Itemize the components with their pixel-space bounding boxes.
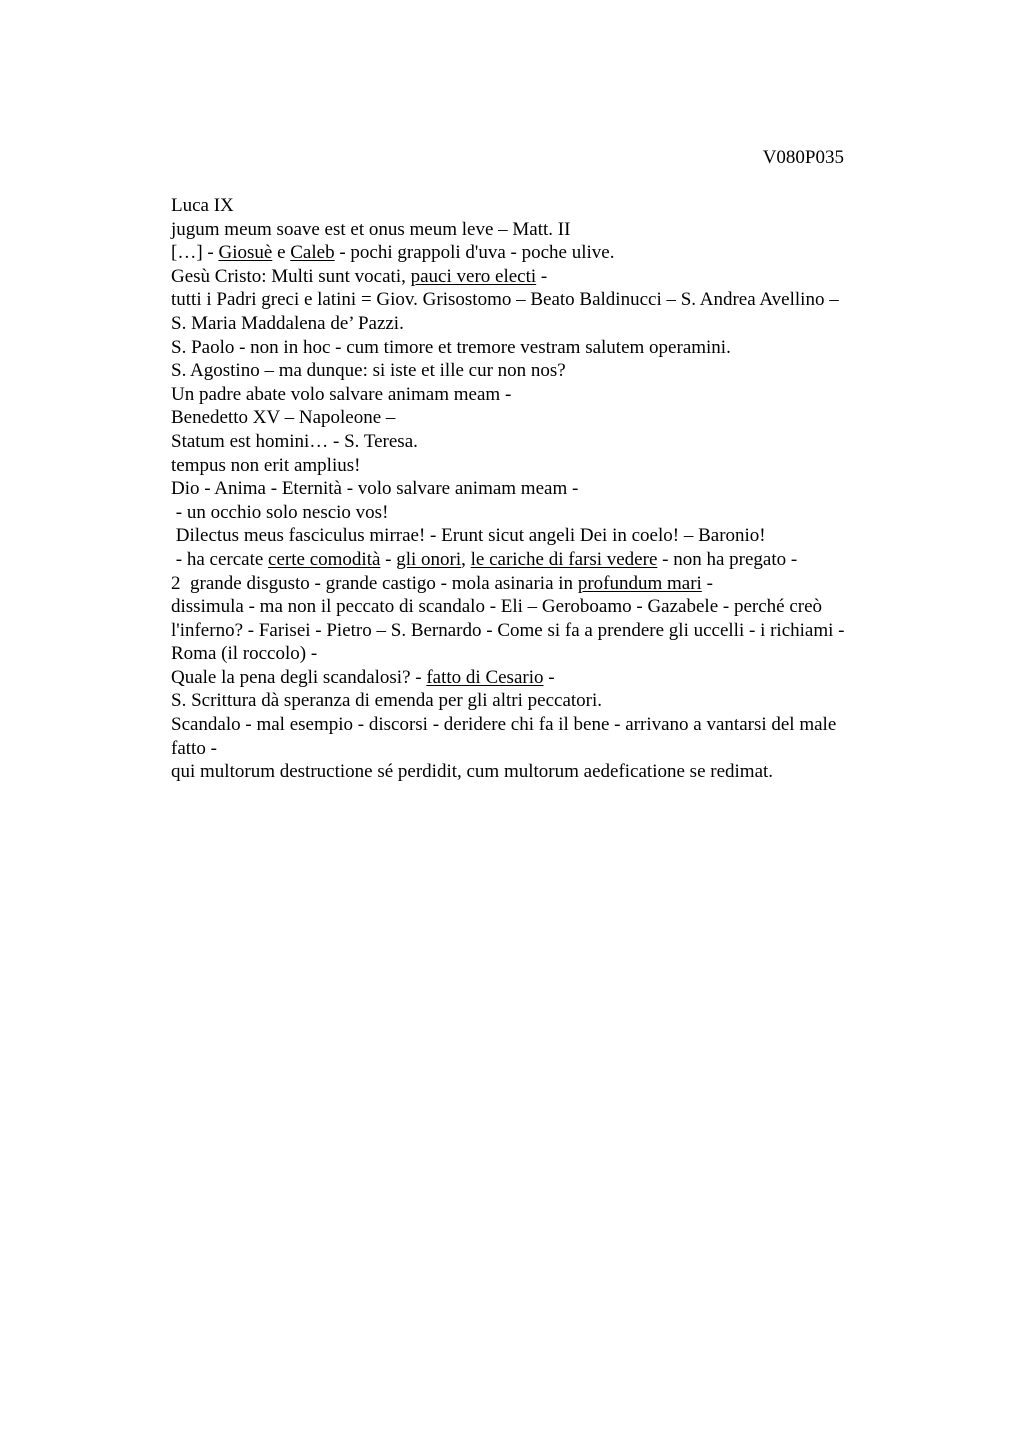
- text-line: [171, 619, 911, 643]
- text-line: [171, 359, 911, 383]
- text-segment: Luca IX: [171, 195, 234, 216]
- text-line: [171, 454, 911, 478]
- page-code: V080P035: [762, 147, 844, 168]
- text-line: [171, 713, 911, 737]
- text-segment: -: [543, 666, 555, 688]
- text-segment: Dilectus meus fasciculus mirrae! - Erunt sicut angeli Dei in coelo! – Baronio!: [171, 525, 766, 547]
- text-segment: Dio - Anima - Eternità - volo salvare animam meam -: [171, 478, 579, 500]
- text-segment: -: [701, 572, 713, 594]
- text-line: [171, 501, 911, 525]
- text-segment: S. Scrittura dà speranza di emenda per gli altri peccatori.: [171, 690, 603, 712]
- text-segment: - un occhio solo nescio vos!: [171, 501, 389, 523]
- text-line: [171, 194, 911, 218]
- text-segment: dissimula - ma non il peccato di scandalo - Eli – Geroboamo - Gazabele - perché creò: [171, 596, 823, 618]
- text-segment: tempus non erit amplius!: [171, 454, 361, 476]
- text-line: [171, 572, 911, 596]
- text-segment: Gesù Cristo: Multi sunt vocati,: [171, 265, 411, 287]
- text-line: [171, 218, 911, 242]
- text-segment: S. Maria Maddalena de’ Pazzi.: [171, 312, 404, 334]
- underlined-text: Giosuè: [218, 242, 273, 264]
- document-body: [171, 194, 911, 784]
- text-segment: - pochi grappoli d'uva - poche ulive.: [334, 242, 615, 264]
- text-line: [171, 383, 911, 407]
- text-segment: fatto -: [171, 737, 217, 759]
- underlined-text: fatto di Cesario: [426, 666, 544, 688]
- text-line: [171, 406, 911, 430]
- text-line: [171, 265, 911, 289]
- text-segment: - non ha pregato -: [657, 548, 798, 570]
- underlined-text: pauci vero electi: [410, 265, 537, 287]
- text-segment: Quale la pena degli scandalosi? -: [171, 666, 427, 688]
- text-segment: Benedetto XV – Napoleone –: [171, 407, 396, 429]
- text-segment: tutti i Padri greci e latini = Giov. Grisostomo – Beato Baldinucci – S. Andrea Avellino –: [171, 289, 839, 311]
- underlined-text: Caleb: [290, 242, 335, 264]
- text-line: [171, 430, 911, 454]
- text-segment: S. Paolo - non in hoc - cum timore et tremore vestram salutem operamini.: [171, 336, 731, 358]
- text-line: [171, 689, 911, 713]
- text-line: [171, 477, 911, 501]
- underlined-text: profundum mari: [577, 572, 702, 594]
- text-line: [171, 288, 911, 312]
- text-segment: 2 grande disgusto - grande castigo - mola asinaria in: [171, 572, 578, 594]
- text-line: [171, 760, 911, 784]
- text-line: [171, 241, 911, 265]
- text-line: [171, 524, 911, 548]
- text-line: [171, 336, 911, 360]
- text-line: [171, 666, 911, 690]
- text-line: [171, 642, 911, 666]
- underlined-text: le cariche di farsi vedere: [470, 548, 658, 570]
- text-segment: Roma (il roccolo) -: [171, 643, 318, 665]
- text-segment: […] -: [171, 242, 219, 264]
- text-segment: l'inferno? - Farisei - Pietro – S. Bernardo - Come si fa a prendere gli uccelli - i richiami -: [171, 619, 845, 641]
- text-segment: -: [380, 548, 397, 570]
- underlined-text: certe comodità: [268, 548, 381, 570]
- text-segment: -: [536, 265, 548, 287]
- underlined-text: gli onori: [396, 548, 462, 570]
- text-line: [171, 312, 911, 336]
- text-segment: Scandalo - mal esempio - discorsi - deridere chi fa il bene - arrivano a vantarsi del male: [171, 714, 837, 736]
- text-line: [171, 548, 911, 572]
- text-segment: Un padre abate volo salvare animam meam -: [171, 383, 512, 405]
- text-segment: e: [272, 242, 291, 264]
- text-line: [171, 737, 911, 761]
- text-segment: S. Agostino – ma dunque: si iste et ille cur non nos?: [171, 360, 566, 382]
- text-segment: ,: [461, 548, 471, 570]
- text-line: [171, 595, 911, 619]
- text-segment: jugum meum soave est et onus meum leve – Matt. II: [171, 218, 571, 240]
- text-segment: qui multorum destructione sé perdidit, cum multorum aedeficatione se redimat.: [171, 761, 774, 783]
- text-segment: - ha cercate: [171, 548, 269, 570]
- text-segment: Statum est homini… - S. Teresa.: [171, 430, 418, 452]
